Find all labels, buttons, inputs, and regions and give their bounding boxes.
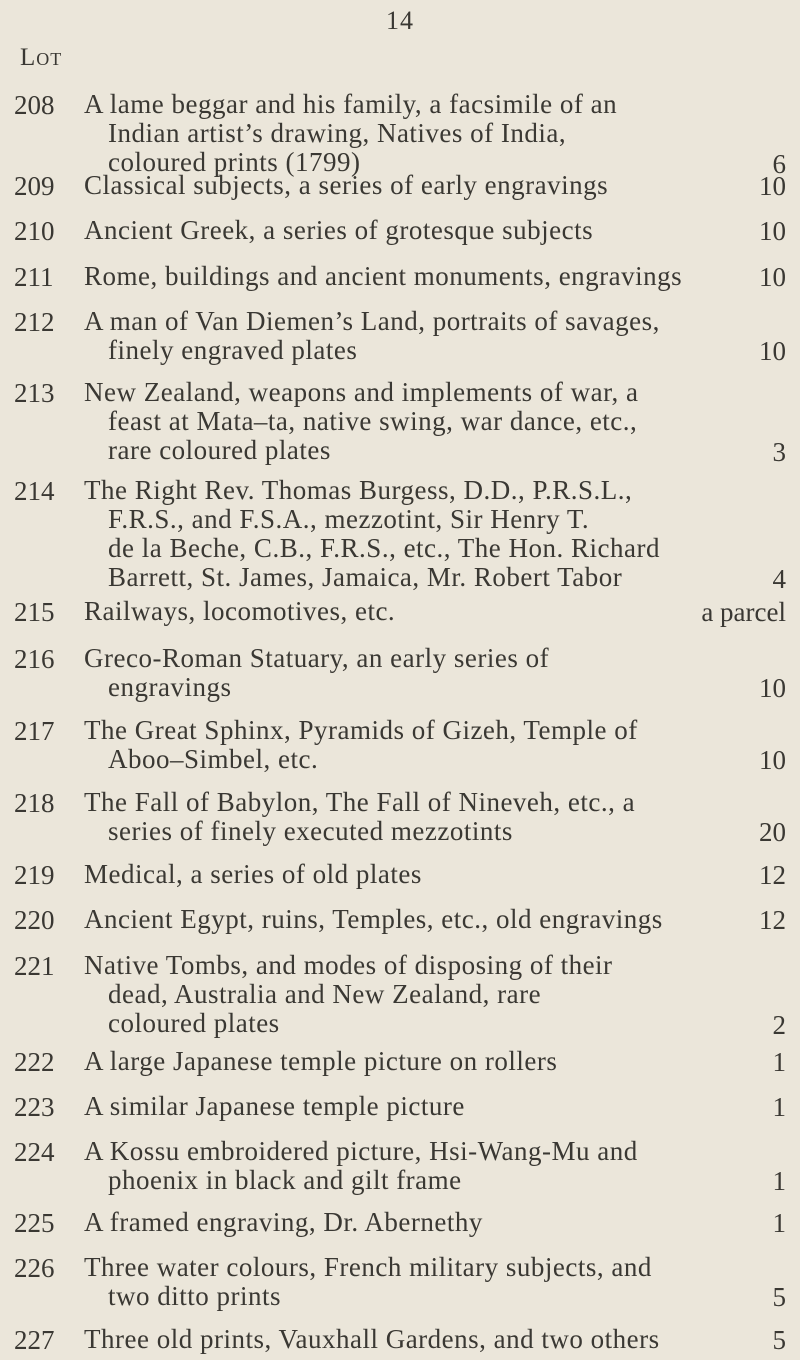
lot-number: 223: [14, 1092, 55, 1122]
lot-quantity: 10: [759, 262, 786, 292]
lot-number: 222: [14, 1047, 55, 1077]
lot-quantity: 3: [772, 437, 786, 467]
description-line: A framed engraving, Dr. Abernethy: [84, 1207, 483, 1237]
description-line: The Great Sphinx, Pyramids of Gizeh, Temple of: [84, 715, 638, 745]
description-line: rare coloured plates: [108, 435, 331, 465]
lot-description: [84, 90, 764, 177]
lot-quantity: 10: [759, 336, 786, 366]
lot-description: [84, 1325, 764, 1354]
description-line: Indian artist’s drawing, Natives of India,: [108, 118, 567, 148]
description-line: coloured plates: [108, 1008, 280, 1038]
lot-description: [84, 905, 764, 934]
description-line: dead, Australia and New Zealand, rare: [108, 979, 542, 1009]
description-line: Three water colours, French military subjects, and: [84, 1252, 652, 1282]
lot-number: 208: [14, 90, 55, 120]
lot-number: 211: [14, 262, 54, 292]
lot-number: 216: [14, 644, 55, 674]
lot-quantity: 10: [759, 216, 786, 246]
description-line: Native Tombs, and modes of disposing of their: [84, 950, 613, 980]
description-line: Aboo–Simbel, etc.: [108, 744, 319, 774]
lot-quantity: 6: [772, 149, 786, 179]
lot-description: [84, 1092, 764, 1121]
description-line: New Zealand, weapons and implements of war, a: [84, 377, 639, 407]
lot-quantity: 1: [772, 1047, 786, 1077]
lot-column-heading: Lot: [20, 44, 63, 71]
lot-description: [84, 1137, 764, 1195]
description-line: feast at Mata–ta, native swing, war dance, etc.,: [108, 406, 638, 436]
description-line: finely engraved plates: [108, 335, 358, 365]
description-line: Railways, locomotives, etc.: [84, 596, 396, 626]
lot-description: [84, 788, 764, 846]
lot-quantity: 20: [759, 817, 786, 847]
lot-number: 213: [14, 378, 55, 408]
lot-number: 224: [14, 1137, 55, 1167]
lot-quantity: 10: [759, 171, 786, 201]
description-line: Classical subjects, a series of early engravings: [84, 170, 609, 200]
lot-description: [84, 307, 764, 365]
lot-description: [84, 597, 764, 626]
lot-description: [84, 378, 764, 465]
lot-description: [84, 1253, 764, 1311]
lot-quantity: 12: [759, 860, 786, 890]
lot-number: 225: [14, 1208, 55, 1238]
lot-number: 210: [14, 216, 55, 246]
description-line: Medical, a series of old plates: [84, 859, 422, 889]
lot-description: [84, 262, 764, 291]
description-line: series of finely executed mezzotints: [108, 816, 513, 846]
lot-number: 220: [14, 905, 55, 935]
description-line: A large Japanese temple picture on rollers: [84, 1046, 558, 1076]
description-line: The Right Rev. Thomas Burgess, D.D., P.R.S.L.,: [84, 475, 633, 505]
lot-description: [84, 860, 764, 889]
description-line: Ancient Egypt, ruins, Temples, etc., old engravings: [84, 904, 663, 934]
lot-number: 214: [14, 476, 55, 506]
description-line: Greco-Roman Statuary, an early series of: [84, 643, 550, 673]
lot-number: 212: [14, 307, 55, 337]
description-line: engravings: [108, 672, 232, 702]
lot-quantity: 1: [772, 1166, 786, 1196]
lot-description: [84, 216, 764, 245]
lot-quantity: a parcel: [701, 597, 786, 627]
lot-quantity: 5: [772, 1325, 786, 1355]
lot-quantity: 2: [772, 1010, 786, 1040]
lot-number: 217: [14, 716, 55, 746]
description-line: F.R.S., and F.S.A., mezzotint, Sir Henry T.: [108, 504, 590, 534]
description-line: phoenix in black and gilt frame: [108, 1165, 462, 1195]
description-line: de la Beche, C.B., F.R.S., etc., The Hon. Richard: [108, 533, 661, 563]
lot-description: [84, 1208, 764, 1237]
lot-quantity: 10: [759, 745, 786, 775]
lot-number: 227: [14, 1325, 55, 1355]
lot-description: [84, 476, 764, 592]
lot-quantity: 1: [772, 1208, 786, 1238]
description-line: Barrett, St. James, Jamaica, Mr. Robert Tabor: [108, 562, 623, 592]
lot-number: 226: [14, 1253, 55, 1283]
lot-number: 219: [14, 860, 55, 890]
lot-description: [84, 716, 764, 774]
lot-quantity: 4: [772, 564, 786, 594]
page-number: 14: [386, 6, 414, 35]
description-line: Three old prints, Vauxhall Gardens, and two others: [84, 1324, 660, 1354]
description-line: A Kossu embroidered picture, Hsi-Wang-Mu and: [84, 1136, 638, 1166]
lot-description: [84, 171, 764, 200]
description-line: coloured prints (1799): [108, 147, 361, 177]
lot-number: 215: [14, 597, 55, 627]
description-line: A similar Japanese temple picture: [84, 1091, 465, 1121]
lot-quantity: 1: [772, 1092, 786, 1122]
description-line: A lame beggar and his family, a facsimile of an: [84, 89, 618, 119]
lot-description: [84, 951, 764, 1038]
description-line: Ancient Greek, a series of grotesque subjects: [84, 215, 594, 245]
lot-number: 221: [14, 951, 55, 981]
lot-number: 218: [14, 788, 55, 818]
description-line: The Fall of Babylon, The Fall of Nineveh, etc., a: [84, 787, 636, 817]
lot-quantity: 10: [759, 673, 786, 703]
description-line: A man of Van Diemen’s Land, portraits of savages,: [84, 306, 660, 336]
description-line: two ditto prints: [108, 1281, 282, 1311]
lot-quantity: 5: [772, 1282, 786, 1312]
lot-quantity: 12: [759, 905, 786, 935]
lot-description: [84, 1047, 764, 1076]
lot-description: [84, 644, 764, 702]
lot-number: 209: [14, 171, 55, 201]
description-line: Rome, buildings and ancient monuments, engravings: [84, 261, 683, 291]
